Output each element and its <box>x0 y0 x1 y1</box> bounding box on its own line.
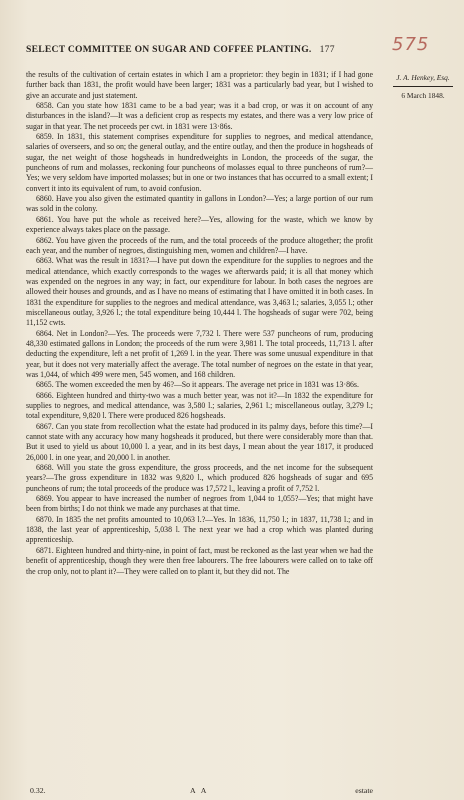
paragraph-6865: 6865. The women exceeded the men by 46?—So it appears. The average net price in 1831 was 13·86s. <box>36 380 359 390</box>
paragraph-6866: 6866. Eighteen hundred and thirty-two was a much better year, was not it?—In 1832 the expenditure for supplies to negroes, and medical attendance, was 3,580 l.; salaries, 2,961 l.; miscellaneous outlay, 3,279 l.; total expenditure, 9,820 l. There were produced 826 hogsheads. <box>26 390 373 421</box>
catchword: estate <box>355 786 373 795</box>
margin-note <box>383 72 463 101</box>
paragraph-6862: 6862. You have given the proceeds of the rum, and the total proceeds of the produce altogether; the profit each year, and the number of negroes, distinguishing men, women and children?—I have. <box>26 235 373 255</box>
paragraph-6863: 6863. What was the result in 1831?—I have put down the expenditure for the supplies to negroes and the medical attendance, which exactly corresponds to the wages we afterwards paid; it is all that money which was expended on the negroes in any way; in fact, our expenditure for labour. In both cases the negroes are allowed their houses and grounds, and as I have no means of estimating that I have omitted it in both cases. In 1831 the expenditure for supplies to the negroes and medical attendance, was 3,463 l.; salaries, 3,055 l.; other miscellaneous outlay, 3,926 l.; the total expenditure being 10,444 l. The hogsheads of sugar were 702, being 11,152 cwts. <box>26 256 373 328</box>
paragraph-6859: 6859. In 1831, this statement comprises expenditure for supplies to negroes, and medical attendance, salaries of overseers, and so on; the general outlay, and the entire outlay, and then the produce in hogsheads of sugar, the net weight of those hogsheads in hundredweights in London, the proceeds of the sugar, the puncheons of rum and molasses, reckoning four puncheons of molasses equal to three puncheons of rum?—Yes; we very seldom have imported molasses; but in one or two instances that has occurred to a small extent; I convert it into its equivalent of rum, to avoid confusion. <box>26 132 373 193</box>
paragraph-6861: 6861. You have put the whole as received here?—Yes, allowing for the waste, which we know by experience always takes place on the passage. <box>26 214 373 235</box>
testimony-body <box>26 70 373 577</box>
testimony-date: 6 March 1848. <box>401 91 445 100</box>
paragraph-6868: 6868. Will you state the gross expenditure, the gross proceeds, and the net income for the subsequent years?—The gross expenditure in 1832 was 9,820 l., which produced 826 hogsheads of sugar and 695 puncheons of rum; the total proceeds of the produce was 17,572 l., leaving a profit of 7,752 l. <box>26 463 373 493</box>
folio-annotation: 575 <box>392 34 430 55</box>
running-header <box>26 44 366 55</box>
paragraph-6860: 6860. Have you also given the estimated quantity in gallons in London?—Yes; a large portion of our rum was sold in the colony. <box>26 194 373 214</box>
signature-mark: A A <box>190 786 209 795</box>
header-page-number: 177 <box>319 44 335 55</box>
paragraph-0: the results of the cultivation of certain estates in which I am a proprietor: they begin in 1831; if I had gone further back than 1831, the profit would have been larger; 1831 was a particularly bad year, but I wished to give an accurate and just statement. <box>26 70 373 100</box>
paragraph-6870: 6870. In 1835 the net profits amounted to 10,063 l.?—Yes. In 1836, 11,750 l.; in 1837, 11,738 l.; and in 1838, the last year of apprenticeship, 5,038 l. The next year we had a crop which was planted during apprenticeship. <box>26 514 373 545</box>
header-title: SELECT COMMITTEE ON SUGAR AND COFFEE PLANTING. <box>26 44 312 55</box>
witness-name: J. A. Henkey, Esq. <box>396 73 450 82</box>
sheet-number: 0.32. <box>30 786 46 795</box>
margin-rule <box>393 86 453 87</box>
paragraph-6864: 6864. Net in London?—Yes. The proceeds were 7,732 l. There were 537 puncheons of rum, producing 48,330 estimated gallons in London; the proceeds of the rum were 3,981 l. The total proceeds, 11,713 l. after deducting the expenditure, left a net profit of 1,269 l. in the year. There was some unusual expenditure in that year, but it does not very materially affect the average. The total number of negroes on the estate in that year, was 1,044, of which 499 were men, 545 women, and 168 children. <box>26 328 373 379</box>
paragraph-6867: 6867. Can you state from recollection what the estate had produced in its palmy days, before this time?—I cannot state with any accuracy how many hogsheads it produced, but there were considerably more than that. But it used to yield us about 10,000 l. a year, and in its best days, I mean about the year 1817, it produced 26,000 l. in one year, and 20,000 l. in another. <box>26 421 373 462</box>
paragraph-6858: 6858. Can you state how 1831 came to be a bad year; was it a bad crop, or was it on account of any disturbances in the island?—It was a deficient crop as respects my estates, and there was a very low price of sugar in that year. The net proceeds per cwt. in 1831 were 13·86s. <box>26 101 373 131</box>
paragraph-6869: 6869. You appear to have increased the number of negroes from 1,044 to 1,055?—Yes; that might have been from births; I do not think we made any purchases at that time. <box>26 494 373 514</box>
paragraph-6871: 6871. Eighteen hundred and thirty-nine, in point of fact, must be reckoned as the last year when we had the benefit of apprenticeship, though they were then free labourers. The free labourers were called on to take off the crop only, not to plant it?—They were called on to plant it, but they did not. The <box>26 545 373 576</box>
